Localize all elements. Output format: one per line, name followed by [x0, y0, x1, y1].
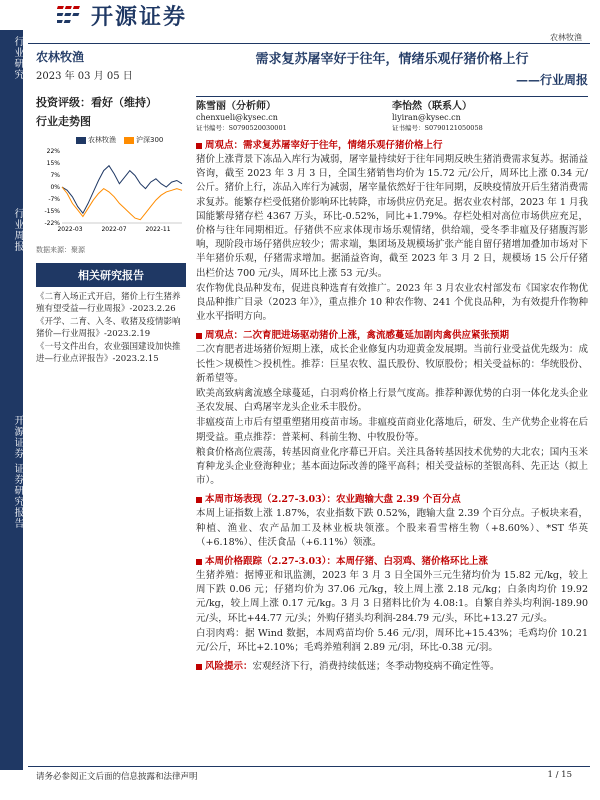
x-tick-label: 2022-11 — [145, 226, 171, 233]
series-line — [62, 187, 182, 220]
legend-label: 农林牧渔 — [88, 136, 116, 144]
section-heading-text: 周观点：需求复苏屠宰好于往年，情绪乐观仔猪价格上行 — [205, 140, 443, 151]
sidebar — [0, 30, 23, 770]
x-tick-label: 2022-07 — [101, 226, 127, 233]
paragraph: 白羽肉鸡：据 Wind 数据，本周鸡苗均价 5.46 元/羽，周环比+15.43%；毛鸡均价 10.21 元/公斤，环比+2.10%；毛鸡养殖利润 2.89 元/羽，环比-0.38 元/羽。 — [196, 627, 588, 654]
section-heading-weekly-view — [196, 139, 588, 152]
section-heading-risk — [196, 660, 588, 673]
trend-chart — [36, 147, 186, 239]
risk-text: 宏观经济下行，消费持续低迷；冬季动物疫病不确定性等。 — [252, 661, 500, 673]
section-heading-market-performance — [196, 493, 588, 506]
paragraph: 二次育肥者进场猪价短期上涨，成长企业修复内功迎黄金发展期。当前行业受益优先级为：成长性＞规模性＞投机性。推荐：巨星农牧、温氏股份、牧原股份；相关受益标的：华统股份、新希望等。 — [196, 344, 588, 384]
y-tick-label: -22% — [44, 220, 60, 227]
paragraph: 农作物优良品种发布，促进良种选育有效推广。2023 年 3 月农业农村部发布《国家农作物优良品种推广目录（2023 年）》，重点推介 10 种农作物、241 个优良品种，为有效提升作物种业水平指明方向。 — [196, 282, 588, 323]
author-email[interactable]: liyiran@kysec.cn — [392, 113, 461, 122]
report-subtitle: ——行业周报 — [515, 73, 588, 87]
footer-divider — [28, 766, 590, 767]
page-number: 1 / 15 — [547, 770, 572, 780]
author-1 — [196, 101, 392, 134]
chart-source: 数据来源：聚源 — [36, 246, 85, 254]
section-heading-text: 本周价格跟踪（2.27-3.03）：本周仔猪、白羽鸡、猪价格环比上涨 — [205, 556, 488, 568]
author-name: 李怡然（联系人） — [392, 101, 472, 112]
section-heading-text: 本周市场表现（2.27-3.03）：农业跑输大盘 2.39 个百分点 — [205, 494, 461, 506]
related-item[interactable]: 《二育入场正式开启，猪价上行生猪养殖有望受益—行业周报》-2023.2.26 — [36, 292, 181, 314]
logo-text: 开源证券 — [91, 4, 188, 30]
legend-item-agri — [76, 135, 116, 145]
related-research-heading: 相关研究报告 — [36, 263, 186, 287]
paragraph: 非瘟疫苗上市后有望重塑猪用疫苗市场。非瘟疫苗商业化落地后，研发、生产优势企业将在后期受益。重点推荐：普莱柯、科前生物、中牧股份等。 — [196, 417, 588, 443]
legend-swatch — [124, 137, 134, 144]
industry-name: 农林牧渔 — [36, 50, 85, 64]
chart-legend — [76, 135, 186, 145]
authors-block — [196, 96, 588, 134]
sidebar-item-weekly: 行业周报 — [12, 208, 23, 252]
author-cert: 证书编号：S0790121050058 — [392, 124, 483, 132]
report-title: 需求复苏屠宰好于往年，情绪乐观仔猪价格上行 — [255, 52, 529, 67]
paragraph: 生猪养殖：据博亚和讯监测，2023 年 3 月 3 日全国外三元生猪均价为 15.82 元/kg，较上周下跌 0.06 元；仔猪均价为 37.06 元/kg，较上周上涨 2.18 元/kg；白条肉均价 19.92 元/kg，较上周上涨 0.17 元/kg。3 月 3 日猪料比价为 4.08:1。自繁自养头均利润-189.90 元/头，环比+44.77 元/头；外购仔猪头均利润-284.79 元/头，环比+13.27 元/头。 — [196, 570, 588, 624]
paragraph: 本周上证指数上涨 1.87%，农业指数下跌 0.52%，跑输大盘 2.39 个百分点。子板块来看，种植、渔业、农产品加工及林业板块领涨。个股来看雪榕生物（+8.60%）、*ST 华英（+6.18%）、佳沃食品（+6.11%）领涨。 — [196, 508, 588, 548]
investment-rating: 投资评级：看好（维持） — [36, 96, 157, 109]
bullet-icon — [196, 143, 202, 149]
trend-chart-title: 行业走势图 — [36, 115, 91, 128]
section-heading-text: 风险提示： — [205, 661, 253, 673]
y-tick-label: -15% — [44, 208, 60, 215]
footer-disclaimer: 请务必参阅正文后面的信息披露和法律声明 — [36, 772, 198, 782]
y-tick-label: 7% — [50, 172, 60, 179]
bullet-icon — [196, 559, 202, 565]
author-email[interactable]: chenxueli@kysec.cn — [196, 113, 278, 122]
paragraph: 猪价上涨背景下冻品入库行为减弱，屠宰量持续好于往年同期反映生猪消费需求复苏。据涌益咨询，截至 2023 年 3 月 3 日，全国生猪销售均价为 15.72 元/公斤，周环比上涨 0.34 元/公斤。猪价上行，冻品入库行为减弱，屠宰量依然好于往年同期，反映疫情放开后生猪消费需求复苏。能繁存栏受低猪价影响环比转降，市场供应仍充足。据农业农村部，2023 年 1 月我国能繁母猪存栏 4367 万头，环比-0.52%，同比+1.79%。存栏处相对高位市场供应充足，价格与往年同期相近。仔猪供不应求体现市场乐观情绪，供给端，受冬季非瘟及仔猪腹泻影响，现阶段市场仔猪供应较少；需求端，集团场及规模场扩张产能自留仔猪增加叠加市场对下半年猪价乐观，仔猪需求增加。据涌益咨询，截至 2023 年 3 月 2 日，规模场 15 公斤仔猪出栏价达 700 元/头，周环比上涨 53 元/头。 — [196, 154, 588, 279]
author-name: 陈雪丽（分析师） — [196, 101, 276, 112]
y-tick-label: 22% — [46, 148, 60, 155]
author-cert: 证书编号：S0790520030001 — [196, 124, 287, 132]
header-divider — [28, 43, 590, 44]
sidebar-item-broker: 开源证券 证券研究报告 — [12, 414, 23, 530]
header-industry-tag: 农林牧渔 — [550, 33, 582, 42]
paragraph: 粮食价格高位震荡，转基因商业化序幕已开启。关注具备转基因技术优势的大北农；国内玉米育种龙头企业登海种业；基本面边际改善的隆平高科；相关受益标的荃银高科、先正达（拟上市）。 — [196, 446, 588, 487]
company-logo — [57, 2, 187, 28]
left-column — [36, 48, 186, 366]
related-research-list — [36, 291, 186, 365]
report-date: 2023 年 03 月 05 日 — [36, 71, 133, 82]
legend-item-hs300 — [124, 135, 163, 145]
section-heading-price-tracking — [196, 555, 588, 568]
paragraph: 欧美高致病禽流感全球蔓延，白羽鸡价格上行景气度高。推荐种源优势的白羽一体化龙头企业圣农发展、白鸡屠宰龙头企业禾丰股份。 — [196, 388, 588, 414]
x-tick-label: 2022-03 — [57, 226, 83, 233]
bullet-icon — [196, 664, 202, 670]
y-tick-label: -7% — [48, 196, 60, 203]
logo-mark-icon — [57, 3, 85, 27]
bullet-icon — [196, 333, 202, 339]
related-item[interactable]: 《开学、二育、入冬、收猪及疫情影响猪价—行业周报》-2023.2.19 — [36, 317, 181, 339]
legend-label: 沪深300 — [136, 136, 164, 144]
main-column — [196, 48, 588, 673]
sidebar-item-industry-research: 行业研究 — [12, 36, 23, 80]
bullet-icon — [196, 497, 202, 503]
y-tick-label: 15% — [46, 160, 60, 167]
section-heading-text: 周观点：二次育肥进场驱动猪价上涨，禽流感蔓延加剧肉禽供应紧张预期 — [205, 330, 510, 342]
section-heading-second-fattening — [196, 329, 588, 342]
legend-swatch — [76, 137, 86, 144]
y-tick-label: 0% — [50, 184, 60, 191]
author-2 — [392, 101, 588, 134]
related-item[interactable]: 《一号文件出台，农业强国建设加快推进—行业点评报告》-2023.2.15 — [36, 342, 181, 364]
